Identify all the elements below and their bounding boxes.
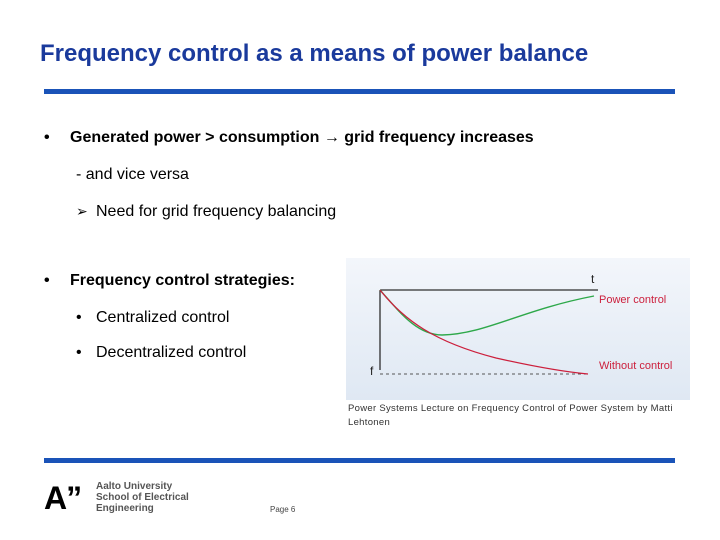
bullet-dot: • — [76, 309, 82, 326]
logo-line: Aalto University — [96, 481, 173, 492]
bullet-text: Generated power > consumption → grid frequency increases — [70, 129, 534, 146]
aalto-logo-text — [96, 481, 189, 514]
strategy-label: Centralized control — [96, 309, 230, 326]
bullet-text: Frequency control strategies: — [70, 272, 295, 289]
logo-line: School of Electrical — [96, 492, 189, 503]
sub-need-balancing — [76, 203, 336, 221]
frequency-response-svg — [346, 258, 690, 400]
bottom-divider — [44, 458, 675, 463]
strategy-decentralized — [76, 344, 246, 362]
figure-caption: Power Systems Lecture on Frequency Control of Power System by Matti Lehtonen — [348, 403, 673, 428]
without-control-label: Without control — [599, 360, 673, 372]
strategy-label: Decentralized control — [96, 344, 247, 361]
bullet-dot: • — [76, 344, 82, 361]
sub-vice-versa: - and vice versa — [76, 166, 189, 183]
power-control-label: Power control — [599, 294, 667, 306]
bullet-strategies — [44, 272, 295, 290]
logo-line: Engineering — [96, 503, 154, 514]
bullet-dot: • — [44, 272, 50, 289]
top-divider — [44, 89, 675, 94]
frequency-response-figure — [346, 258, 690, 400]
axis-f-label: f — [370, 364, 374, 378]
bullet-dot: • — [44, 129, 50, 146]
without-control-curve — [380, 290, 588, 374]
page-number: Page 6 — [270, 505, 296, 514]
sub-text: Need for grid frequency balancing — [96, 203, 337, 220]
slide-title: Frequency control as a means of power balance — [40, 40, 589, 67]
bullet-generated-power — [44, 129, 534, 147]
aalto-logo: A” — [44, 480, 82, 516]
strategy-centralized — [76, 309, 229, 327]
arrow-bullet-icon: ➢ — [76, 203, 88, 219]
axis-t-label: t — [591, 272, 595, 286]
power-control-curve — [380, 290, 594, 335]
